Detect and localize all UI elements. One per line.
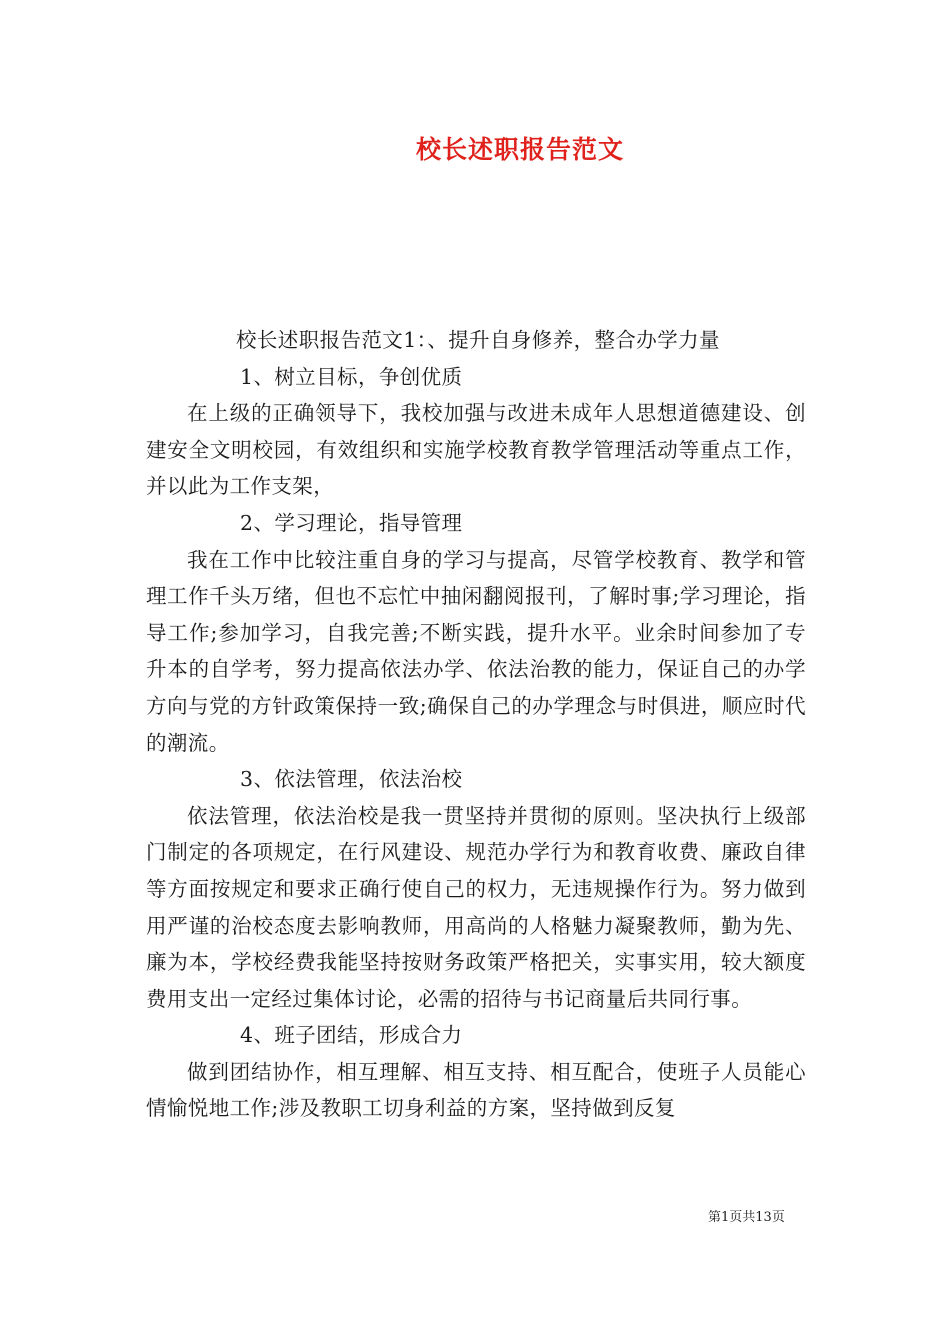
document-title: 校长述职报告范文 bbox=[415, 135, 624, 164]
section-heading-3: 3、依法管理，依法治校 bbox=[240, 767, 463, 792]
section-heading-2: 2、学习理论，指导管理 bbox=[240, 510, 463, 535]
section-paragraph-4: 做到团结协作，相互理解、相互支持、相互配合，使班子人员能心情愉悦地工作;涉及教职工切身利益的方案，坚持做到反复 bbox=[146, 1059, 806, 1121]
document-body bbox=[146, 322, 806, 1127]
page-number-footer: 第1页共13页 bbox=[708, 1210, 785, 1225]
section-paragraph-1: 在上级的正确领导下，我校加强与改进未成年人思想道德建设、创建安全文明校园，有效组织和实施学校教育教学管理活动等重点工作，并以此为工作支架， bbox=[146, 401, 806, 499]
section-heading-1: 1、树立目标，争创优质 bbox=[240, 364, 463, 389]
intro-line: 校长述职报告范文1：、提升自身修养，整合办学力量 bbox=[236, 328, 720, 352]
section-paragraph-3: 依法管理，依法治校是我一贯坚持并贯彻的原则。坚决执行上级部门制定的各项规定，在行风建设、规范办学行为和教育收费、廉政自律等方面按规定和要求正确行使自己的权力，无违规操作行为。努力做到用严谨的治校态度去影响教师，用高尚的人格魅力凝聚教师，勤为先、廉为本，学校经费我能坚持按财务政策严格把关，实事实用，较大额度费用支出一定经过集体讨论，必需的招待与书记商量后共同行事。 bbox=[146, 803, 806, 1011]
section-heading-4: 4、班子团结，形成合力 bbox=[240, 1023, 463, 1048]
section-paragraph-2: 我在工作中比较注重自身的学习与提高，尽管学校教育、教学和管理工作千头万绪，但也不忘忙中抽闲翻阅报刊，了解时事;学习理论，指导工作;参加学习，自我完善;不断实践，提升水平。业余时间参加了专升本的自学考，努力提高依法办学、依法治教的能力，保证自己的办学方向与党的方针政策保持一致;确保自己的办学理念与时俱进，顺应时代的潮流。 bbox=[146, 547, 806, 755]
